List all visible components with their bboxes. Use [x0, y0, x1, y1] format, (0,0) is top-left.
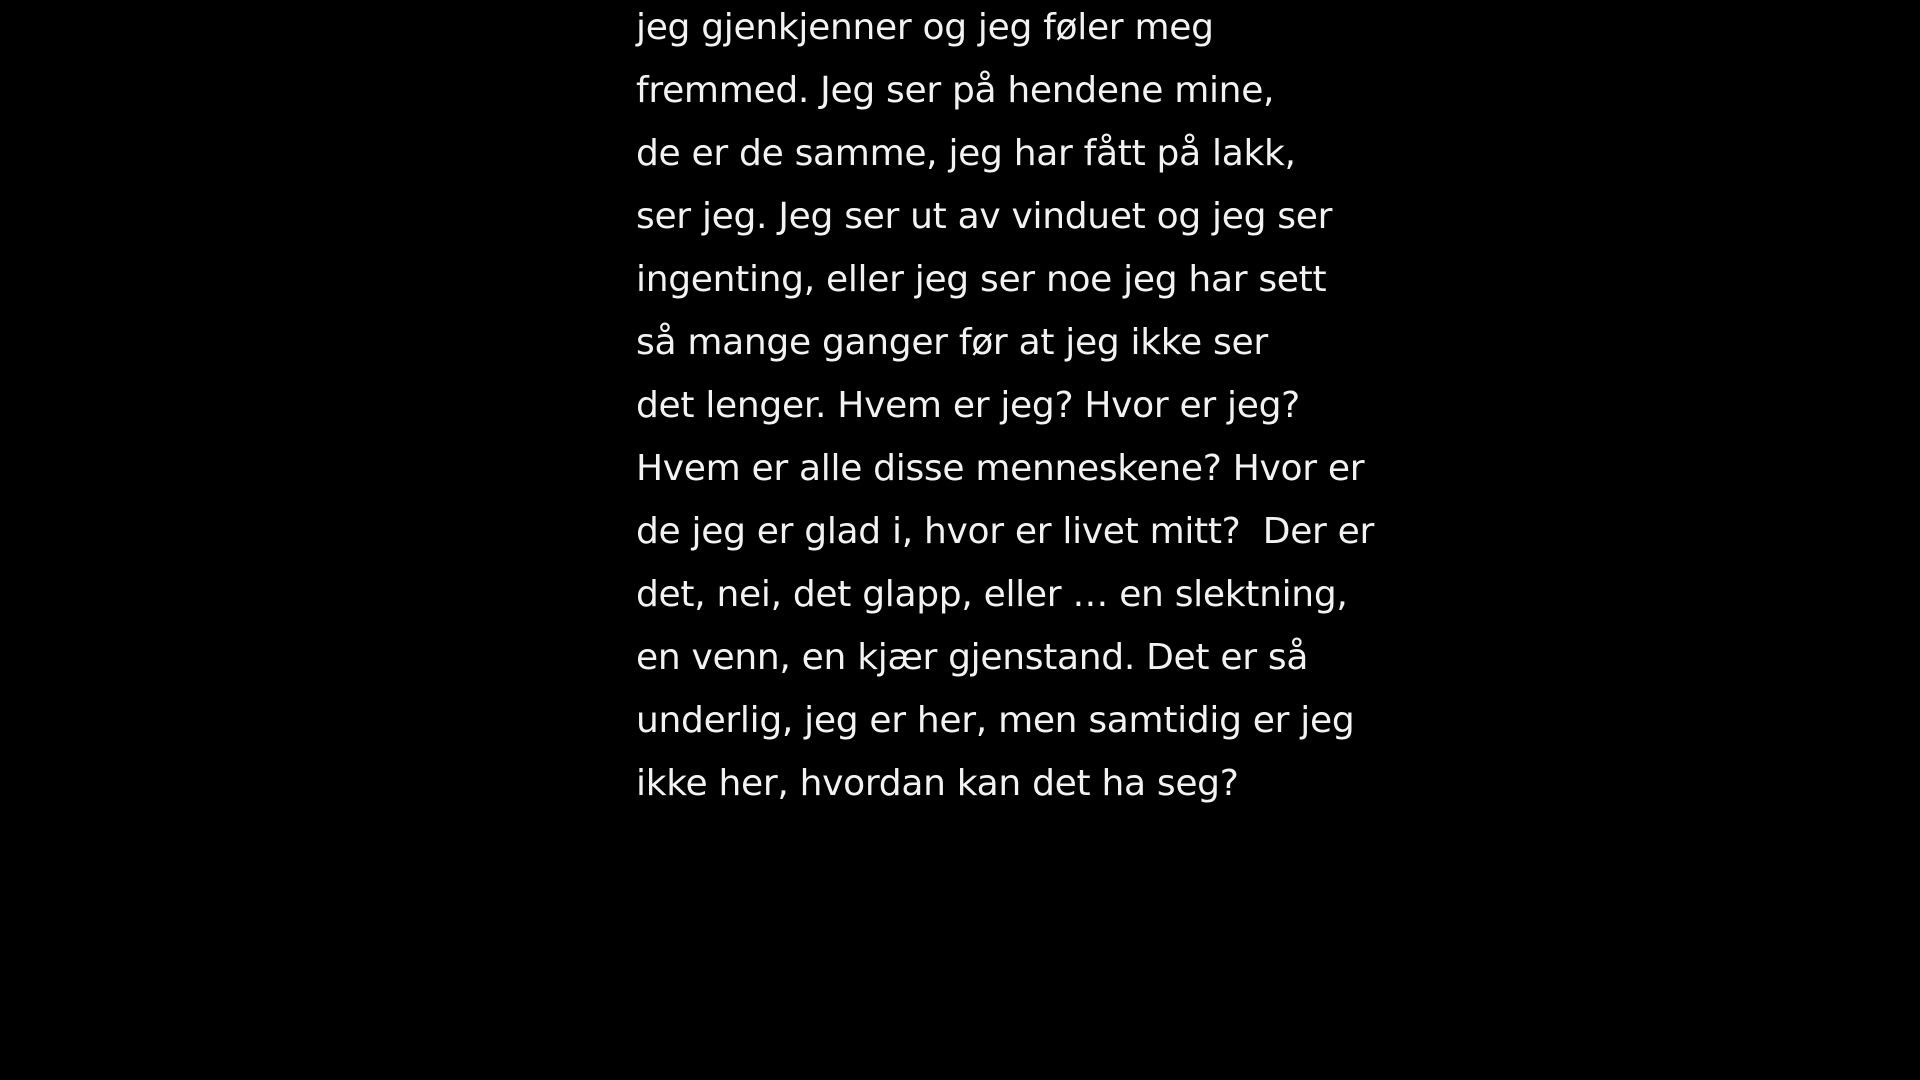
passage-line-5: ingenting, eller jeg ser noe jeg har sett: [636, 259, 1327, 300]
passage-line-4: ser jeg. Jeg ser ut av vinduet og jeg ser: [636, 196, 1333, 237]
passage-text: [636, 0, 1396, 819]
passage-line-6: så mange ganger før at jeg ikke ser: [636, 322, 1268, 363]
passage-line-2: fremmed. Jeg ser på hendene mine,: [636, 70, 1275, 111]
passage-line-12: underlig, jeg er her, men samtidig er jeg: [636, 700, 1355, 741]
passage-line-1: jeg gjenkjenner og jeg føler meg: [636, 7, 1214, 48]
passage-line-11: en venn, en kjær gjenstand. Det er så: [636, 637, 1309, 678]
passage-line-3: de er de samme, jeg har fått på lakk,: [636, 133, 1296, 174]
passage-line-8: Hvem er alle disse menneskene? Hvor er: [636, 448, 1365, 489]
passage-line-13: ikke her, hvordan kan det ha seg?: [636, 763, 1239, 804]
passage-line-7: det lenger. Hvem er jeg? Hvor er jeg?: [636, 385, 1300, 426]
passage-line-10: det, nei, det glapp, eller … en slektning,: [636, 574, 1348, 615]
passage-line-9: de jeg er glad i, hvor er livet mitt? Der er: [636, 511, 1375, 552]
